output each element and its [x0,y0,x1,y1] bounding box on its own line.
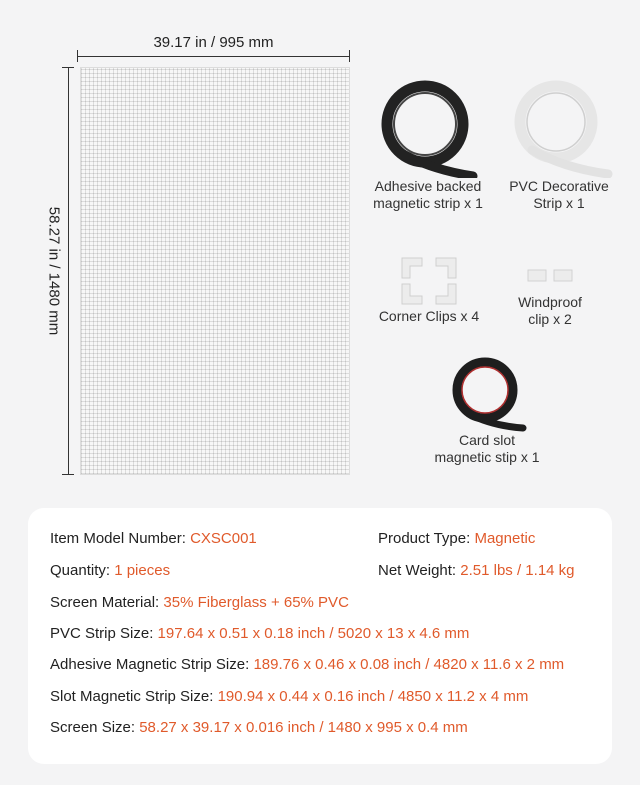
spec-adhesive-strip-value: 189.76 x 0.46 x 0.08 inch / 4820 x 11.6 x 2 mm [253,656,565,673]
accessory-corner-clips [370,254,488,325]
width-dimension-tick-right [349,50,350,62]
width-dimension [77,34,350,64]
screen-mesh-image [80,67,350,475]
spec-quantity-value: 1 pieces [114,562,171,579]
spec-row-pvc-strip [50,625,469,642]
corner-clips-icon [398,254,460,308]
spec-screen-size-key: Screen Size: [50,719,136,736]
spec-row-type [378,530,535,547]
spec-row-quantity [50,562,170,579]
spec-row-weight [378,562,575,579]
accessory-windproof-clip-label-2: clip x 2 [528,311,572,327]
spec-material-key: Screen Material: [50,594,160,611]
spec-adhesive-strip-key: Adhesive Magnetic Strip Size: [50,656,250,673]
spec-row-material [50,594,349,611]
spec-pvc-strip-value: 197.64 x 0.51 x 0.18 inch / 5020 x 13 x 4.6 mm [157,625,470,642]
accessory-windproof-clip [502,266,598,328]
spec-row-slot-strip [50,688,528,705]
black-magnetic-strip-roll-icon [373,78,483,178]
height-dimension-label: 58.27 in / 1480 mm [45,206,63,336]
white-pvc-strip-roll-icon [504,78,614,178]
spec-type-value: Magnetic [474,530,536,547]
width-dimension-tick-left [77,50,78,62]
accessory-corner-clips-label-1: Corner Clips x 4 [378,308,480,324]
spec-slot-strip-key: Slot Magnetic Strip Size: [50,688,214,705]
spec-pvc-strip-key: PVC Strip Size: [50,625,154,642]
spec-screen-size-value: 58.27 x 39.17 x 0.016 inch / 1480 x 995 x 0.4 mm [139,719,468,736]
accessory-pvc-strip [498,78,620,212]
accessory-card-slot-strip [426,354,548,466]
card-slot-strip-roll-icon [447,354,527,432]
accessory-windproof-clip-label-1: Windproof [518,294,582,310]
spec-type-key: Product Type: [378,530,471,547]
spec-quantity-key: Quantity: [50,562,111,579]
accessory-adhesive-strip [366,78,490,212]
accessory-adhesive-strip-label-1: Adhesive backed [374,178,482,194]
accessory-pvc-strip-label-1: PVC Decorative [509,178,609,194]
width-dimension-label: 39.17 in / 995 mm [153,34,274,51]
height-dimension [40,67,80,475]
spec-row-screen-size [50,719,468,736]
accessory-pvc-strip-label-2: Strip x 1 [533,195,585,211]
accessory-adhesive-strip-label-2: magnetic strip x 1 [373,195,483,211]
spec-row-adhesive-strip [50,656,564,673]
specifications-panel [28,508,612,764]
width-dimension-line [77,56,350,57]
height-dimension-tick-top [62,67,74,68]
spec-model-value: CXSC001 [190,530,257,547]
height-dimension-line [68,67,69,475]
height-dimension-tick-bottom [62,474,74,475]
accessory-card-slot-strip-label-1: Card slot [458,432,516,448]
spec-material-value: 35% Fiberglass + 65% PVC [163,594,349,611]
spec-slot-strip-value: 190.94 x 0.44 x 0.16 inch / 4850 x 11.2 x 4 mm [217,688,529,705]
spec-model-key: Item Model Number: [50,530,186,547]
windproof-clip-icon [522,266,578,286]
spec-weight-value: 2.51 lbs / 1.14 kg [460,562,575,579]
accessory-card-slot-strip-label-2: magnetic stip x 1 [434,449,540,465]
spec-row-model [50,530,257,547]
spec-weight-key: Net Weight: [378,562,457,579]
